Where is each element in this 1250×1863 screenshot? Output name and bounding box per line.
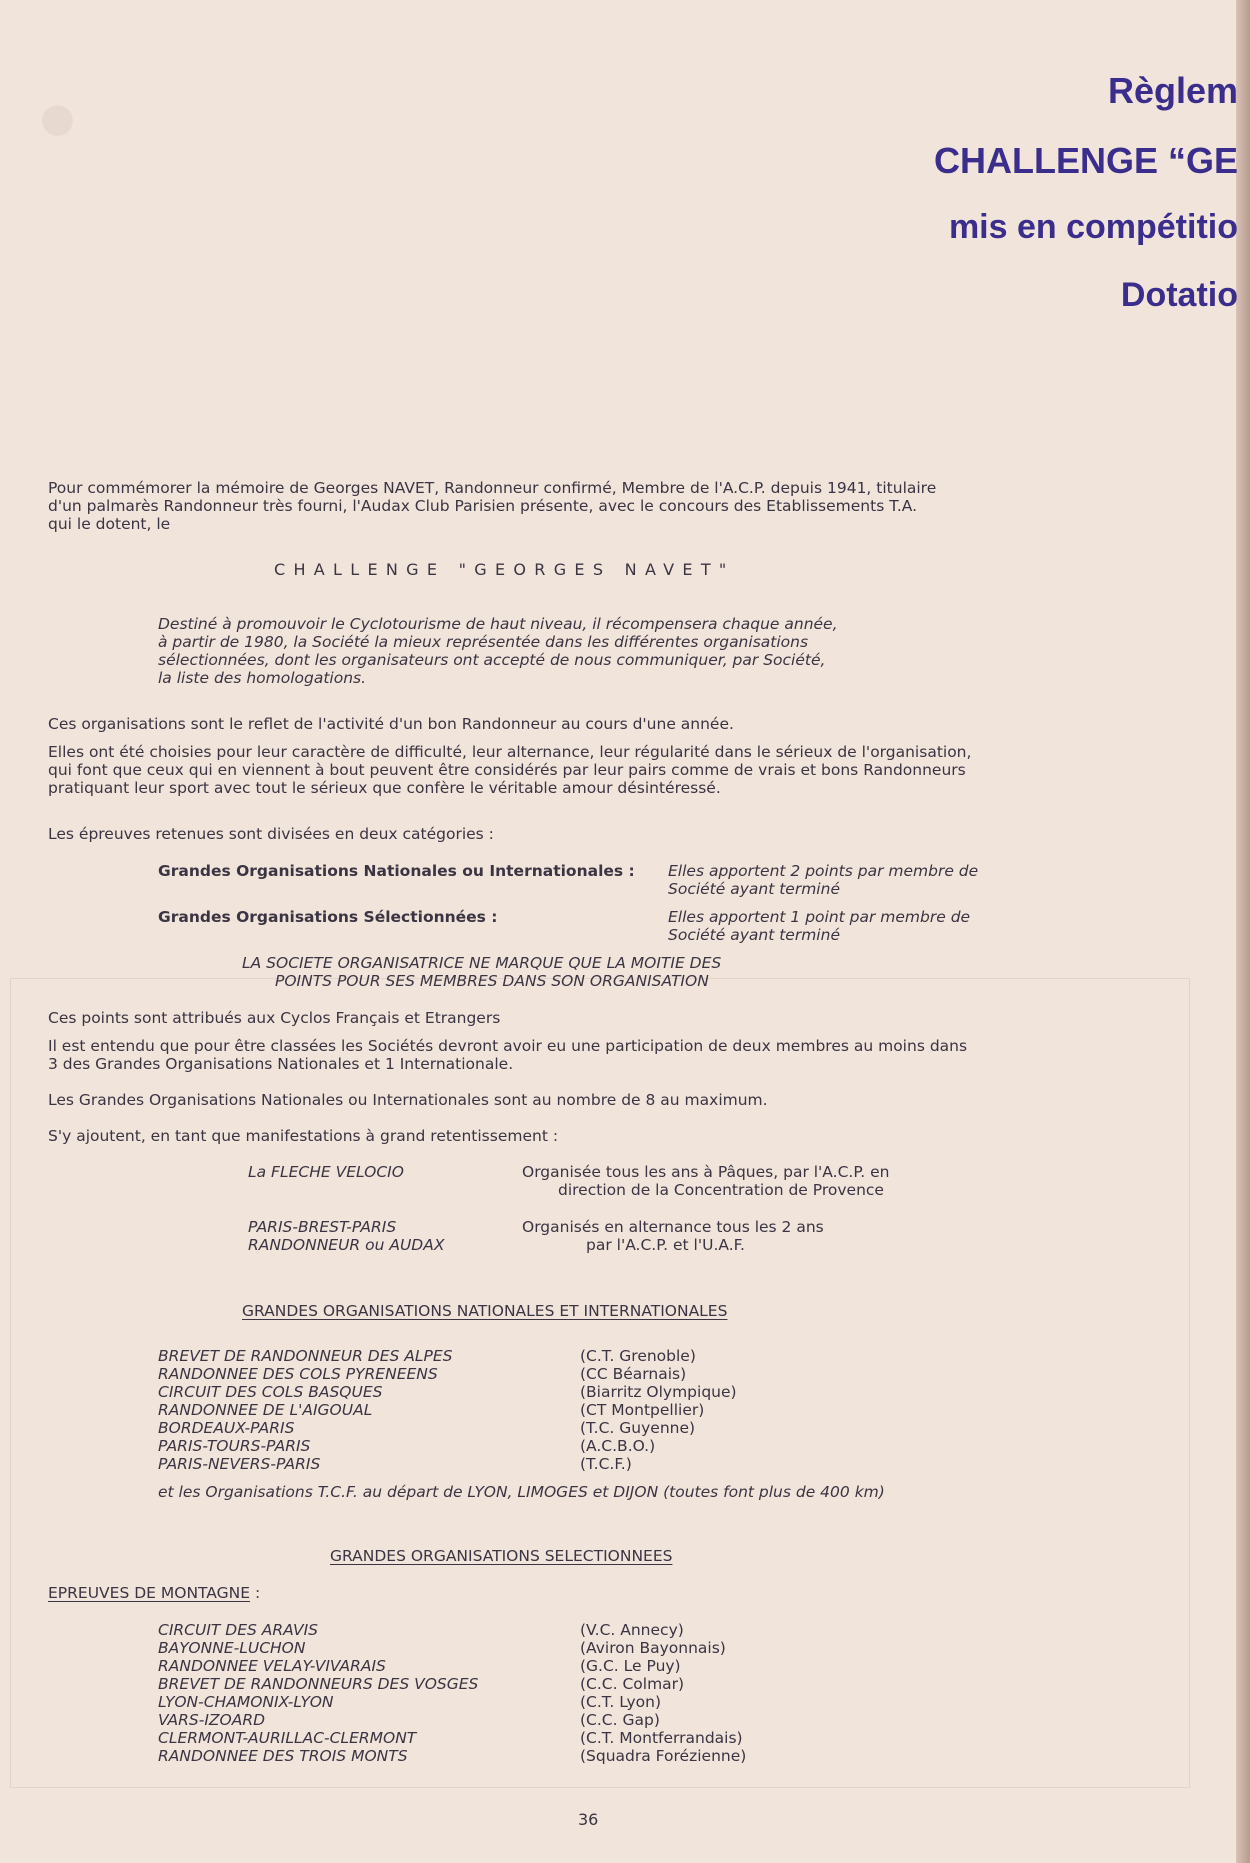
subsection-montagne	[48, 1584, 260, 1602]
section-heading-nationales: GRANDES ORGANISATIONS NATIONALES ET INTERNATIONALES	[242, 1302, 728, 1320]
intro-line-3: qui le dotent, le	[48, 515, 171, 533]
list-item-event: RANDONNEE DE L'AIGOUAL	[158, 1401, 373, 1419]
list-item-event: PARIS-NEVERS-PARIS	[158, 1455, 321, 1473]
para-points: Ces points sont attribués aux Cyclos Français et Etrangers	[48, 1009, 501, 1027]
list-item-club: (Squadra Forézienne)	[580, 1747, 747, 1765]
para-entendu-line-1: Il est entendu que pour être classées les Sociétés devront avoir eu une participation de deux membres au moins dans	[48, 1037, 968, 1055]
category-points: Elles apportent 1 point par membre de	[668, 908, 971, 926]
list-item-event: VARS-IZOARD	[158, 1711, 266, 1729]
para-reflet: Ces organisations sont le reflet de l'activité d'un bon Randonneur au cours d'une année.	[48, 715, 734, 733]
purpose-line-3: sélectionnées, dont les organisateurs ont accepté de nous communiquer, par Société,	[158, 651, 826, 669]
manifestation-desc: Organisés en alternance tous les 2 ans	[522, 1218, 824, 1236]
manifestation-desc: par l'A.C.P. et l'U.A.F.	[586, 1236, 745, 1254]
list-item-club: (V.C. Annecy)	[580, 1621, 684, 1639]
category-points: Elles apportent 2 points par membre de	[668, 862, 979, 880]
para-choisies-line-2: qui font que ceux qui en viennent à bout peuvent être considérés par leur pairs comme de vrais et bons Randonneurs	[48, 761, 966, 779]
list-item-club: (Biarritz Olympique)	[580, 1383, 737, 1401]
heading-line-1: Règlem	[1107, 70, 1238, 111]
list-item-event: BORDEAUX-PARIS	[158, 1419, 295, 1437]
section-heading-selectionnees: GRANDES ORGANISATIONS SELECTIONNEES	[330, 1547, 673, 1565]
list-item-event: CLERMONT-AURILLAC-CLERMONT	[158, 1729, 417, 1747]
list-item-event: RANDONNEE DES COLS PYRENEENS	[158, 1365, 438, 1383]
challenge-title: CHALLENGE "GEORGES NAVET"	[274, 560, 735, 579]
purpose-line-2: à partir de 1980, la Société la mieux représentée dans les différentes organisations	[158, 633, 809, 651]
manifestation-name: La FLECHE VELOCIO	[248, 1163, 404, 1181]
category-points: Société ayant terminé	[668, 926, 840, 944]
para-maximum: Les Grandes Organisations Nationales ou Internationales sont au nombre de 8 au maximum.	[48, 1091, 768, 1109]
purpose-line-4: la liste des homologations.	[158, 669, 367, 687]
notice-line-1: LA SOCIETE ORGANISATRICE NE MARQUE QUE LA MOITIE DES	[242, 954, 722, 972]
list-item-club: (A.C.B.O.)	[580, 1437, 656, 1455]
intro-line-1: Pour commémorer la mémoire de Georges NAVET, Randonneur confirmé, Membre de l'A.C.P. depuis 1941, titulaire	[48, 479, 937, 497]
subsection-montagne-suffix: :	[250, 1584, 261, 1602]
manifestation-desc: direction de la Concentration de Provence	[558, 1181, 884, 1199]
list-item-event: BREVET DE RANDONNEURS DES VOSGES	[158, 1675, 479, 1693]
list-item-event: PARIS-TOURS-PARIS	[158, 1437, 311, 1455]
manifestation-name: RANDONNEUR ou AUDAX	[248, 1236, 445, 1254]
page-number: 36	[578, 1810, 599, 1829]
page-edge-shadow	[1236, 0, 1250, 1863]
list-item-club: (CC Béarnais)	[580, 1365, 687, 1383]
category-name: Grandes Organisations Nationales ou Internationales :	[158, 862, 635, 880]
list-item-club: (T.C.F.)	[580, 1455, 632, 1473]
para-ajoutent: S'y ajoutent, en tant que manifestations à grand retentissement :	[48, 1127, 559, 1145]
category-name: Grandes Organisations Sélectionnées :	[158, 908, 498, 926]
list-item-club: (C.T. Montferrandais)	[580, 1729, 743, 1747]
notice-line-2: POINTS POUR SES MEMBRES DANS SON ORGANISATION	[275, 972, 709, 990]
manifestation-name: PARIS-BREST-PARIS	[248, 1218, 397, 1236]
heading-line-2: CHALLENGE “GE	[933, 140, 1238, 181]
list-item-club: (C.T. Grenoble)	[580, 1347, 696, 1365]
manifestation-desc: Organisée tous les ans à Pâques, par l'A.C.P. en	[522, 1163, 890, 1181]
para-entendu-line-2: 3 des Grandes Organisations Nationales et 1 Internationale.	[48, 1055, 514, 1073]
heading-line-4: Dotatio	[1120, 276, 1238, 314]
subsection-montagne-label: EPREUVES DE MONTAGNE	[48, 1584, 251, 1602]
list-item-club: (C.C. Gap)	[580, 1711, 660, 1729]
list-item-club: (G.C. Le Puy)	[580, 1657, 681, 1675]
list-item-event: CIRCUIT DES COLS BASQUES	[158, 1383, 383, 1401]
para-choisies-line-1: Elles ont été choisies pour leur caractère de difficulté, leur alternance, leur régularité dans le sérieux de l'organisation,	[48, 743, 972, 761]
list-item-club: (CT Montpellier)	[580, 1401, 705, 1419]
list-item-club: (Aviron Bayonnais)	[580, 1639, 726, 1657]
list-item-event: LYON-CHAMONIX-LYON	[158, 1693, 334, 1711]
list-item-event: BREVET DE RANDONNEUR DES ALPES	[158, 1347, 453, 1365]
para-choisies-line-3: pratiquant leur sport avec tout le sérieux que confère le véritable amour désintéressé.	[48, 779, 721, 797]
list-item-club: (C.C. Colmar)	[580, 1675, 685, 1693]
list-item-event: RANDONNEE DES TROIS MONTS	[158, 1747, 408, 1765]
list-item-club: (T.C. Guyenne)	[580, 1419, 696, 1437]
list-item-event: CIRCUIT DES ARAVIS	[158, 1621, 319, 1639]
para-categories: Les épreuves retenues sont divisées en deux catégories :	[48, 825, 494, 843]
list-item-event: RANDONNEE VELAY-VIVARAIS	[158, 1657, 386, 1675]
show-through-decoration: ●	[40, 95, 75, 141]
purpose-line-1: Destiné à promouvoir le Cyclotourisme de haut niveau, il récompensera chaque année,	[158, 615, 838, 633]
list-item-club: (C.T. Lyon)	[580, 1693, 662, 1711]
nationales-note: et les Organisations T.C.F. au départ de LYON, LIMOGES et DIJON (toutes font plus de 400 km)	[158, 1483, 885, 1501]
intro-line-2: d'un palmarès Randonneur très fourni, l'Audax Club Parisien présente, avec le concours des Etablissements T.A.	[48, 497, 918, 515]
heading-line-3: mis en compétitio	[948, 208, 1238, 246]
category-points: Société ayant terminé	[668, 880, 840, 898]
list-item-event: BAYONNE-LUCHON	[158, 1639, 306, 1657]
